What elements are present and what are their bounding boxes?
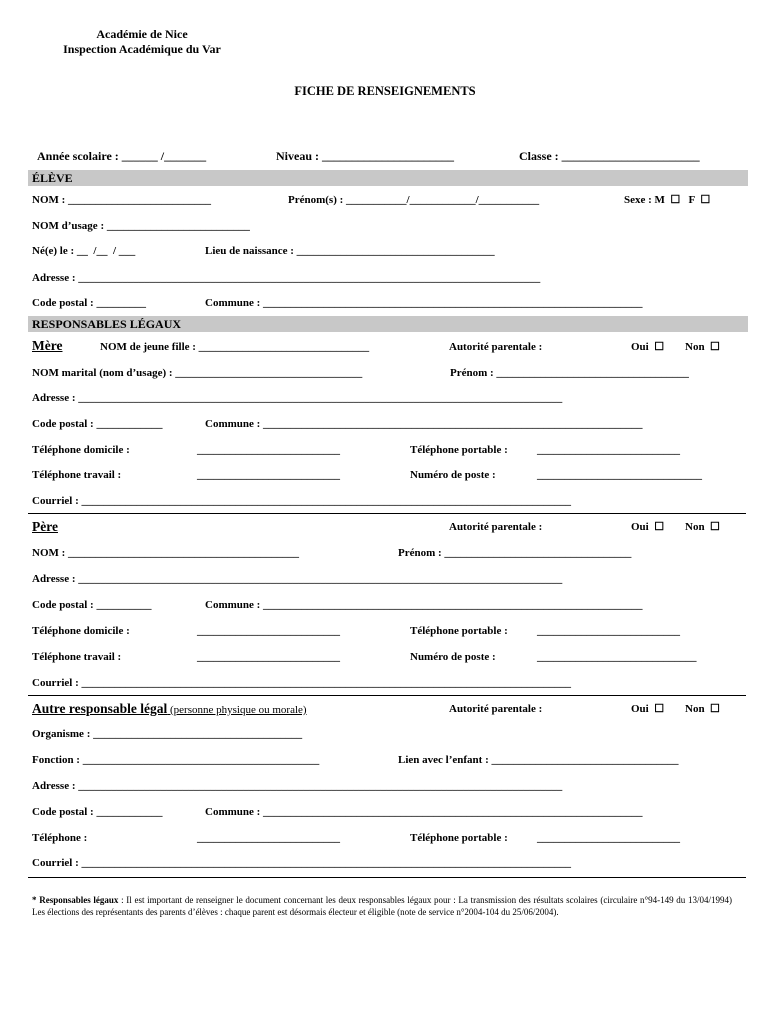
- mere-tel-travail-label: Téléphone travail :: [32, 469, 122, 481]
- pere-autorite-non-checkbox[interactable]: Non ☐: [685, 521, 720, 533]
- autre-telephone-label: Téléphone :: [32, 832, 88, 844]
- mere-poste-label: Numéro de poste :: [410, 469, 496, 481]
- responsables-section-title: RESPONSABLES LÉGAUX: [32, 317, 182, 331]
- pere-tel-travail-label: Téléphone travail :: [32, 651, 122, 663]
- autre-autorite-non-checkbox[interactable]: Non ☐: [685, 703, 720, 715]
- autre-code-postal-field[interactable]: Code postal : ____________: [32, 806, 163, 818]
- mere-section-title: Mère: [32, 338, 63, 353]
- mere-code-postal-field[interactable]: Code postal : ____________: [32, 418, 163, 430]
- pere-commune-field[interactable]: Commune : _____________________________________________________________________: [205, 599, 643, 611]
- pere-section-title: Père: [32, 519, 58, 534]
- pere-tel-travail-field[interactable]: __________________________: [197, 651, 340, 663]
- autre-autorite-label: Autorité parentale :: [449, 703, 543, 715]
- mere-poste-field[interactable]: ______________________________: [537, 469, 702, 481]
- mere-nom-jeune-fille-field[interactable]: NOM de jeune fille : _______________________________: [100, 341, 370, 353]
- academy-name: Académie de Nice: [96, 27, 188, 41]
- page-title: FICHE DE RENSEIGNEMENTS: [294, 84, 476, 98]
- pere-adresse-field[interactable]: Adresse : ________________________________________________________________________________________: [32, 573, 563, 585]
- mere-adresse-field[interactable]: Adresse : ________________________________________________________________________________________: [32, 392, 563, 404]
- mere-prenom-field[interactable]: Prénom : ___________________________________: [450, 367, 689, 379]
- eleve-code-postal-field[interactable]: Code postal : _________: [32, 297, 146, 309]
- autre-commune-field[interactable]: Commune : _____________________________________________________________________: [205, 806, 643, 818]
- autre-autorite-oui-checkbox[interactable]: Oui ☐: [631, 703, 665, 715]
- mere-nom-marital-field[interactable]: NOM marital (nom d’usage) : __________________________________: [32, 367, 363, 379]
- mere-tel-domicile-field[interactable]: __________________________: [197, 444, 340, 456]
- niveau-field[interactable]: Niveau : ______________________: [276, 149, 454, 163]
- pere-autorite-label: Autorité parentale :: [449, 521, 543, 533]
- footnote-text: : Il est important de renseigner le document concernant les deux responsables légaux pour : La transmission des résultats scolaires (circulaire n°94-149 du 13/04/1994) Les élections des représentants des parents d’élèves : chaque parent est désormais électeur et éligible (note de service n°2004-104 du 25/06/2004).: [32, 895, 732, 917]
- responsables-section-band: [28, 316, 748, 332]
- pere-poste-field[interactable]: _____________________________: [537, 651, 697, 663]
- eleve-nom-field[interactable]: NOM : __________________________: [32, 194, 212, 206]
- pere-prenom-field[interactable]: Prénom : __________________________________: [398, 547, 632, 559]
- autre-courriel-field[interactable]: Courriel : _________________________________________________________________________________________: [32, 857, 571, 869]
- eleve-section-band: [28, 170, 748, 186]
- autre-organisme-field[interactable]: Organisme : ______________________________________: [32, 728, 303, 740]
- eleve-lieu-naissance-field[interactable]: Lieu de naissance : ____________________________________: [205, 245, 495, 257]
- pere-poste-label: Numéro de poste :: [410, 651, 496, 663]
- pere-tel-portable-field[interactable]: __________________________: [537, 625, 680, 637]
- eleve-date-naissance-field[interactable]: Né(e) le : __ /__ / ___: [32, 245, 136, 257]
- autre-adresse-field[interactable]: Adresse : ________________________________________________________________________________________: [32, 780, 563, 792]
- autre-section-title-text: Autre responsable légal: [32, 701, 168, 716]
- eleve-section-title: ÉLÈVE: [32, 171, 73, 185]
- eleve-prenom-field[interactable]: Prénom(s) : ___________/____________/___________: [288, 194, 540, 206]
- eleve-commune-field[interactable]: Commune : _____________________________________________________________________: [205, 297, 643, 309]
- autre-section-divider: [28, 877, 746, 878]
- mere-autorite-oui-checkbox[interactable]: Oui ☐: [631, 341, 665, 353]
- mere-section-divider: [28, 513, 746, 514]
- mere-courriel-field[interactable]: Courriel : _________________________________________________________________________________________: [32, 495, 571, 507]
- annee-scolaire-field[interactable]: Année scolaire : ______ /_______: [37, 149, 207, 163]
- pere-tel-portable-label: Téléphone portable :: [410, 625, 508, 637]
- footnote-label: * Responsables légaux: [32, 895, 119, 905]
- autre-fonction-field[interactable]: Fonction : ___________________________________________: [32, 754, 320, 766]
- autre-telephone-field[interactable]: __________________________: [197, 832, 340, 844]
- pere-nom-field[interactable]: NOM : __________________________________________: [32, 547, 300, 559]
- pere-code-postal-field[interactable]: Code postal : __________: [32, 599, 152, 611]
- mere-tel-travail-field[interactable]: __________________________: [197, 469, 340, 481]
- pere-tel-domicile-field[interactable]: __________________________: [197, 625, 340, 637]
- inspection-name: Inspection Académique du Var: [63, 42, 221, 56]
- pere-courriel-field[interactable]: Courriel : _________________________________________________________________________________________: [32, 677, 571, 689]
- pere-autorite-oui-checkbox[interactable]: Oui ☐: [631, 521, 665, 533]
- mere-tel-domicile-label: Téléphone domicile :: [32, 444, 130, 456]
- institution-header: [42, 27, 242, 57]
- autre-lien-enfant-field[interactable]: Lien avec l’enfant : __________________________________: [398, 754, 679, 766]
- mere-tel-portable-field[interactable]: __________________________: [537, 444, 680, 456]
- classe-field[interactable]: Classe : _______________________: [519, 149, 700, 163]
- mere-commune-field[interactable]: Commune : _____________________________________________________________________: [205, 418, 643, 430]
- autre-section-title: [32, 701, 307, 717]
- autre-tel-portable-label: Téléphone portable :: [410, 832, 508, 844]
- pere-section-divider: [28, 695, 746, 696]
- eleve-sexe-checkboxes[interactable]: Sexe : M ☐ F ☐: [624, 194, 711, 206]
- pere-tel-domicile-label: Téléphone domicile :: [32, 625, 130, 637]
- footnote: [32, 894, 732, 918]
- mere-tel-portable-label: Téléphone portable :: [410, 444, 508, 456]
- mere-autorite-label: Autorité parentale :: [449, 341, 543, 353]
- eleve-adresse-field[interactable]: Adresse : ____________________________________________________________________________________: [32, 272, 541, 284]
- autre-section-subtitle: (personne physique ou morale): [167, 704, 307, 716]
- mere-autorite-non-checkbox[interactable]: Non ☐: [685, 341, 720, 353]
- eleve-nom-usage-field[interactable]: NOM d’usage : __________________________: [32, 220, 250, 232]
- autre-tel-portable-field[interactable]: __________________________: [537, 832, 680, 844]
